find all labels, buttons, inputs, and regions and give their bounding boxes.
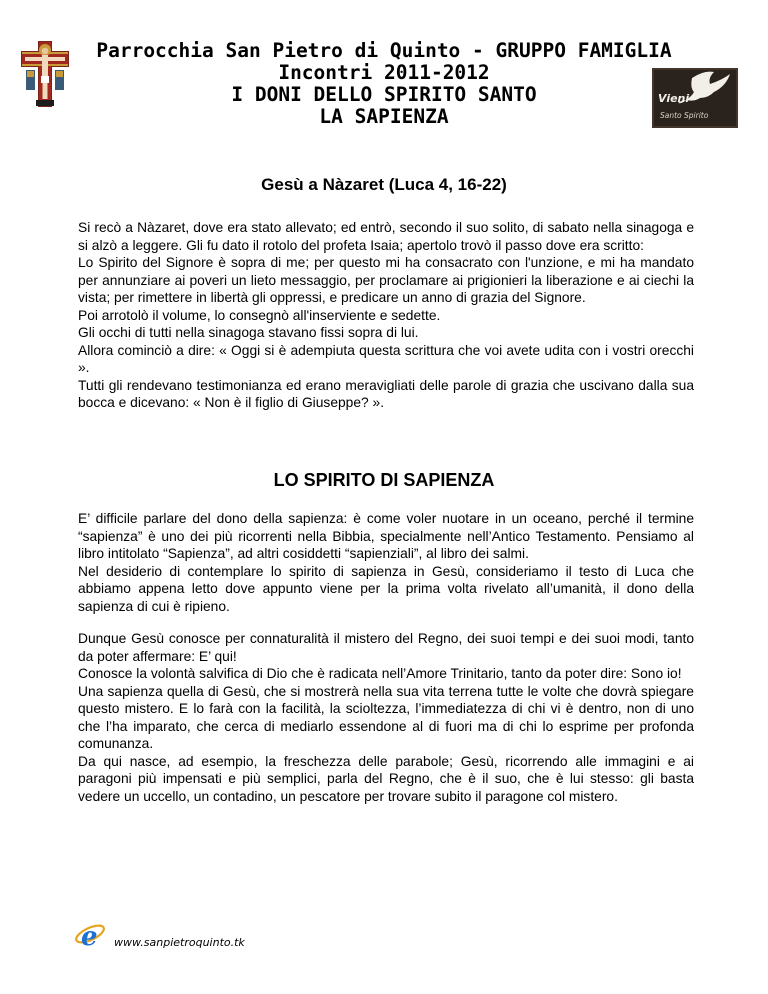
svg-text:Santo Spirito: Santo Spirito <box>660 111 709 120</box>
paragraph: Tutti gli rendevano testimonianza ed erano meravigliati delle parole di grazia che uscivano dalla sua bocca e dicevano: « Non è il figlio di Giuseppe? ». <box>78 377 694 410</box>
paragraph: Una sapienza quella di Gesù, che si mostrerà nella sua vita terrena tutte le volte che dovrà spiegare questo mistero. E lo farà con la facilità, la scioltezza, l’immediatezza di chi vi è dentro, non di uno che l’ha imparato, che cerca di mediarlo essendone al di fuori ma di chi lo esprime per profonda comunanza. <box>78 683 694 751</box>
paragraph: Gli occhi di tutti nella sinagoga stavano fissi sopra di lui. <box>78 325 419 340</box>
svg-text:e: e <box>81 922 98 952</box>
paragraph: Poi arrotolò il volume, lo consegnò all'inserviente e sedette. <box>78 307 441 323</box>
paragraph: Da qui nasce, ad esempio, la freschezza delle parabole; Gesù, ricorrendo alle immagini e ai paragoni più impensati e più semplici, parla del Regno, che è il suo, che è lui stesso: gli basta vedere un uccello, un contadino, un pescatore per trovare subito il paragone col mistero. <box>78 753 694 804</box>
paragraph: E’ difficile parlare del dono della sapienza: è come voler nuotare in un oceano, perché il termine “sapienza” è uno dei più ricorrenti nella Bibbia, specialmente nell’Antico Testamento. Pensiamo al libro intitolato “Sapienza”, ad altri cosiddetti “sapienziali”, al libro dei salmi. <box>78 511 694 561</box>
section-title-wisdom: LO SPIRITO DI SAPIENZA <box>273 470 495 490</box>
gospel-passage <box>78 219 694 412</box>
paragraph: Allora cominciò a dire: « Oggi si è adempiuta questa scrittura che voi avete udita con i vostri orecchi ». <box>78 342 694 375</box>
header-topic: LA SAPIENZA <box>319 105 449 128</box>
footer-url-link[interactable]: www.sanpietroquinto.tk <box>114 936 245 949</box>
browser-e-icon <box>74 920 106 952</box>
paragraph: Lo Spirito del Signore è sopra di me; per questo mi ha consacrato con l'unzione, e mi ha mandato per annunziare ai poveri un lieto messaggio, per proclamare ai prigionieri la liberazione e ai ciechi la vista; per rimettere in libertà gli oppressi, e predicare un anno di grazia del Signore. <box>78 255 694 305</box>
section-title-gospel: Gesù a Nàzaret (Luca 4, 16-22) <box>261 175 507 194</box>
paragraph: Dunque Gesù conosce per connaturalità il mistero del Regno, dei suoi tempi e dei suoi modi, tanto da poter affermare: E’ qui! <box>78 631 694 664</box>
crucifix-icon <box>20 40 70 108</box>
svg-text:Vieni: Vieni <box>658 92 690 105</box>
header-years: Incontri 2011-2012 <box>278 61 490 84</box>
dove-logo-icon <box>652 68 738 128</box>
wisdom-intro <box>78 510 694 615</box>
paragraph: Nel desiderio di contemplare lo spirito di sapienza in Gesù, consideriamo il testo di Luca che abbiamo appena letto dove appunto viene per la prima volta rivelato all’umanità, il dono della sapienza di cui è ripieno. <box>78 563 694 614</box>
paragraph: Conosce la volontà salvifica di Dio che è radicata nell’Amore Trinitario, tanto da poter dire: Sono io! <box>78 666 682 681</box>
document-header <box>80 40 688 128</box>
header-series: I DONI DELLO SPIRITO SANTO <box>231 83 537 106</box>
wisdom-body <box>78 630 694 805</box>
header-parish: Parrocchia San Pietro di Quinto - GRUPPO FAMIGLIA <box>96 39 672 62</box>
paragraph: Si recò a Nàzaret, dove era stato allevato; ed entrò, secondo il suo solito, di sabato nella sinagoga e si alzò a leggere. Gli fu dato il rotolo del profeta Isaia; apertolo trovò il passo dove era scritto: <box>78 220 694 253</box>
